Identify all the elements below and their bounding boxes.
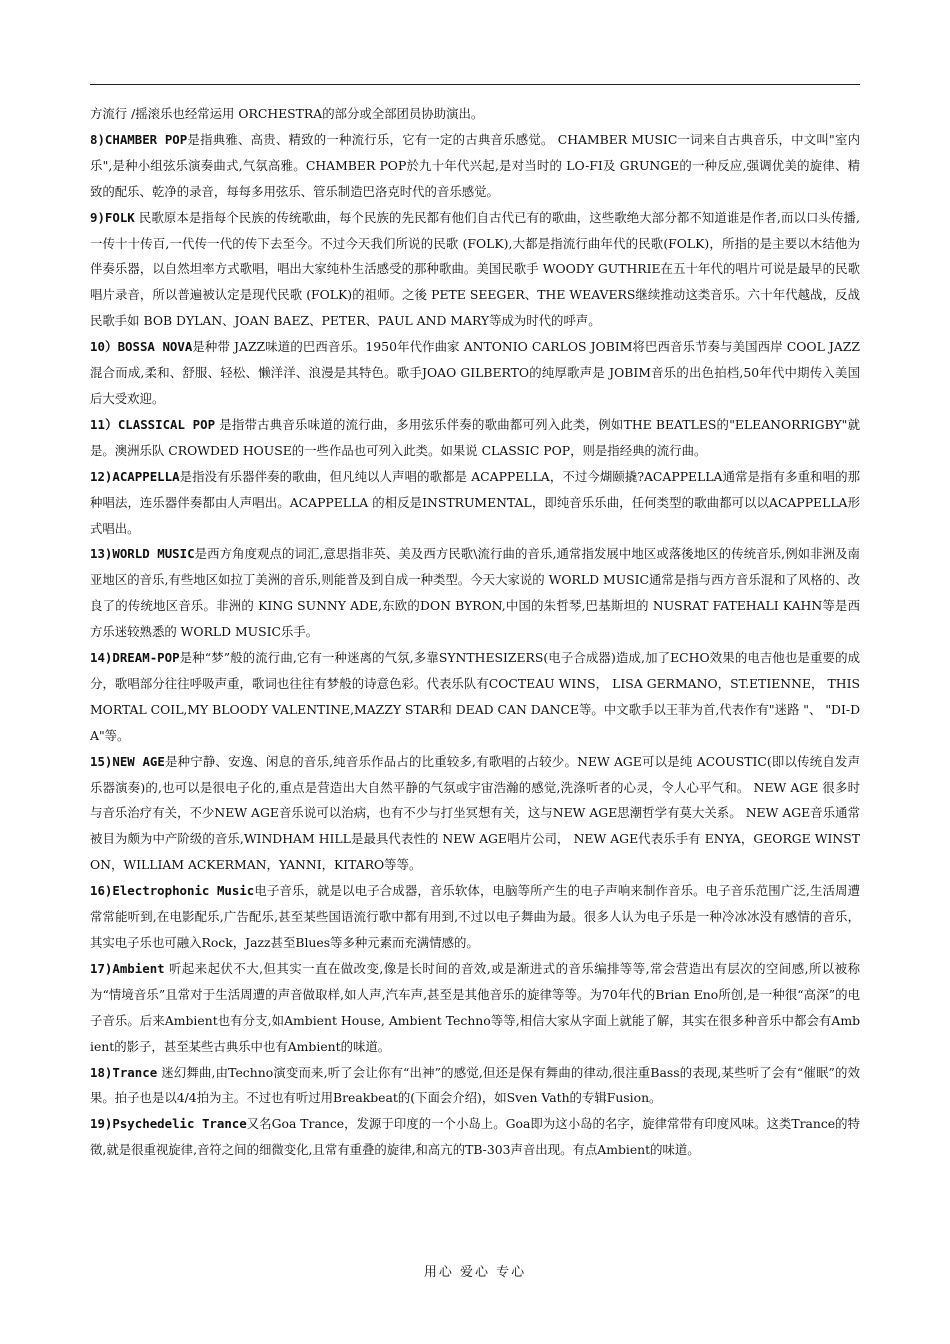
paragraph-term: NEW AGE xyxy=(112,753,165,769)
paragraph-12 xyxy=(90,464,860,542)
paragraph-term: CLASSICAL POP xyxy=(117,416,216,432)
paragraph-text: 听起来起伏不大,但其实一直在做改变,像是长时间的音效,或是渐进式的音乐编排等等,常会营造出有层次的空间感,所以被称为“情境音乐”且常对于生活周遭的声音做取样,如人声,汽车声,甚至是其他音乐的旋律等等。为70年代的Brian Eno所创,是一种很“高深”的电子音乐。后来Ambient也有分支,如Ambient House, Ambient Techno等等,相信大家从字面上就能了解，其实在很多种音乐中都会有Ambient的影子，甚至某些古典乐中也有Ambient的味道。 xyxy=(90,960,860,1054)
paragraph-number: 9) xyxy=(90,209,105,225)
paragraph-term: Electrophonic Music xyxy=(112,883,255,899)
paragraph-text: 是种带 JAZZ味道的巴西音乐。1950年代作曲家 ANTONIO CARLOS JOBIM将巴西音乐节奏与美国西岸 COOL JAZZ混合而成,柔和、舒服、轻松、懒洋洋、浪漫是其特色。歌手JOAO GILBERTO的纯厚歌声是 JOBIM音乐的出色拍档,50年代中期传入美国后大受欢迎。 xyxy=(90,339,860,406)
paragraph-term: WORLD MUSIC xyxy=(112,546,195,562)
paragraph-19 xyxy=(90,1111,860,1163)
paragraph-17 xyxy=(90,956,860,1060)
paragraph-text: 方流行 /摇滚乐也经常运用 ORCHESTRA的部分或全部团员协助演出。 xyxy=(90,106,484,121)
paragraph-term: Trance xyxy=(112,1064,158,1080)
paragraph-text: 又名Goa Trance，发源于印度的一个小岛上。Goa即为这小岛的名字，旋律常带有印度风味。这类Trance的特徵,就是很重视旋律,音符之间的细微变化,且常有重叠的旋律,和高亢的TB-303声音出现。有点Ambient的味道。 xyxy=(90,1116,860,1158)
paragraph-text: 是指带古典音乐味道的流行曲，多用弦乐伴奏的歌曲都可列入此类，例如THE BEATLES的"ELEANORRIGBY"就是。澳洲乐队 CROWDED HOUSE的一些作品也可列入此类。如果说 CLASSIC POP，则是指经典的流行曲。 xyxy=(90,416,861,458)
paragraph-text: 是西方角度观点的词汇,意思指非英、美及西方民歌\流行曲的音乐,通常指发展中地区或落後地区的传统音乐,例如非洲及南亚地区的音乐,有些地区如拉丁美洲的音乐,则能普及到自成一种类型。今天大家说的 WORLD MUSIC通常是指与西方音乐混和了风格的、改良了的传统地区音乐。非洲的 KING SUNNY ADE,东欧的DON BYRON,中国的朱哲琴,巴基斯坦的 NUSRAT FATEHALI KAHN等是西方乐迷较熟悉的 WORLD MUSIC乐手。 xyxy=(90,546,860,640)
paragraph-15 xyxy=(90,749,860,879)
paragraph-18 xyxy=(90,1060,860,1112)
paragraph-text: 是指没有乐器伴奏的歌曲，但凡纯以人声唱的歌都是 ACAPPELLA，不过今煳颐撬?ACAPPELLA通常是指有多重和唱的那种唱法，连乐器伴奏都由人声唱出。ACAPPELLA 的相反是INSTRUMENTAL，即纯音乐乐曲，任何类型的歌曲都可以以ACAPPELLA形式唱出。 xyxy=(90,468,860,536)
paragraph-text: 是种宁静、安逸、闲息的音乐,纯音乐作品占的比重较多,有歌唱的占较少。NEW AGE可以是纯 ACOUSTIC(即以传统自发声乐器演奏)的,也可以是很电子化的,重点是营造出大自然平静的气氛或宇宙浩瀚的感觉,洗涤听者的心灵，令人心平气和。 NEW AGE 很多时与音乐治疗有关，不少NEW AGE音乐说可以治病，也有不少与打坐冥想有关，这与NEW AGE思潮哲学有莫大关系。 NEW AGE音乐通常被目为颇为中产阶级的音乐,WINDHAM HILL是最具代表性的 NEW AGE唱片公司， NEW AGE代表乐手有 ENYA，GEORGE WINSTON，WILLIAM ACKERMAN，YANNI，KITARO等等。 xyxy=(90,753,861,873)
paragraph-number: 8) xyxy=(90,131,105,147)
paragraph-number: 17) xyxy=(90,960,113,976)
paragraph-number: 15) xyxy=(90,753,113,769)
document-body xyxy=(90,101,860,1163)
paragraph-number: 10） xyxy=(90,339,118,355)
paragraph-number: 13) xyxy=(90,546,113,562)
paragraph-text: 是指典雅、高贵、精致的一种流行乐，它有一定的古典音乐感觉。 CHAMBER MUSIC一词来自古典音乐，中文叫"室内乐",是种小组弦乐演奏曲式,气氛高雅。CHAMBER POP於九十年代兴起,是对当时的 LO-FI及 GRUNGE的一种反应,强调优美的旋律、精致的配乐、乾净的录音，每每多用弦乐、管乐制造巴洛克时代的音乐感觉。 xyxy=(90,131,860,199)
paragraph-number: 11） xyxy=(90,416,118,432)
paragraph-10 xyxy=(90,334,860,412)
paragraph-9 xyxy=(90,205,860,335)
paragraph-number: 19) xyxy=(90,1116,113,1132)
paragraph-14 xyxy=(90,645,860,749)
paragraph-term: ACAPPELLA xyxy=(112,468,180,484)
paragraph-term: Ambient xyxy=(112,960,165,976)
paragraph-11 xyxy=(90,412,860,464)
header-rule xyxy=(90,84,860,85)
paragraph-13 xyxy=(90,541,860,645)
paragraph-number: 16) xyxy=(90,883,113,899)
paragraph-16 xyxy=(90,878,860,956)
paragraph-8 xyxy=(90,127,860,205)
paragraph-text: 民歌原本是指每个民族的传统歌曲，每个民族的先民都有他们自古代已有的歌曲，这些歌绝大部分都不知道谁是作者,而以口头传播,一传十十传百,一代传一代的传下去至今。不过今天我们所说的民歌 (FOLK),大都是指流行曲年代的民歌(FOLK)，所指的是主要以木结他为伴奏乐器，以自然坦率方式歌唱，唱出大家纯朴生活感受的那种歌曲。美国民歌手 WOODY GUTHRIE在五十年代的唱片可说是最早的民歌唱片录音，所以普遍被认定是现代民歌 (FOLK)的祖师。之後 PETE SEEGER、THE WEAVERS继续推动这类音乐。六十年代越战，反战民歌手如 BOB DYLAN、JOAN BAEZ、PETER、PAUL AND MARY等成为时代的呼声。 xyxy=(90,209,860,329)
paragraph-term: Psychedelic Trance xyxy=(112,1116,247,1132)
paragraph-text: 电子音乐，就是以电子合成器，音乐软体，电脑等所产生的电子声响来制作音乐。电子音乐范围广泛,生活周遭常常能听到,在电影配乐,广告配乐,甚至某些国语流行歌中都有用到,不过以电子舞曲为最。很多人认为电子乐是一种冷冰冰没有感情的音乐，其实电子乐也可融入Rock，Jazz甚至Blues等多种元素而充满情感的。 xyxy=(90,883,860,950)
paragraph-term: BOSSA NOVA xyxy=(117,339,193,355)
paragraph-term: DREAM-POP xyxy=(112,650,180,666)
paragraph-text: 迷幻舞曲,由Techno演变而来,听了会让你有“出神”的感觉,但还是保有舞曲的律动,很注重Bass的表现,某些听了会有“催眠”的效果。拍子也是以4/4拍为主。不过也有听过用Breakbeat的(下面会介绍)，如Sven Vath的专辑Fusion。 xyxy=(90,1064,860,1106)
page-footer: 用心 爱心 专心 xyxy=(423,1265,527,1280)
paragraph-number: 14) xyxy=(90,650,113,666)
paragraph-number: 18) xyxy=(90,1064,113,1080)
paragraph-term: CHAMBER POP xyxy=(104,131,188,147)
paragraph-text: 是种“梦”般的流行曲,它有一种迷离的气氛,多靠SYNTHESIZERS(电子合成器)造成,加了ECHO效果的电吉他也是重要的成分，歌唱部分往往呼吸声重，歌词也往往有梦般的诗意色彩。代表乐队有COCTEAU WINS， LISA GERMANO，ST.ETIENNE， THIS MORTAL COIL,MY BLOODY VALENTINE,MAZZY STAR和 DEAD CAN DANCE等。中文歌手以王菲为首,代表作有"迷路 "、 "DI-DA"等。 xyxy=(90,650,860,743)
paragraph-0 xyxy=(90,101,860,127)
paragraph-term: FOLK xyxy=(104,209,135,225)
paragraph-number: 12) xyxy=(90,468,113,484)
